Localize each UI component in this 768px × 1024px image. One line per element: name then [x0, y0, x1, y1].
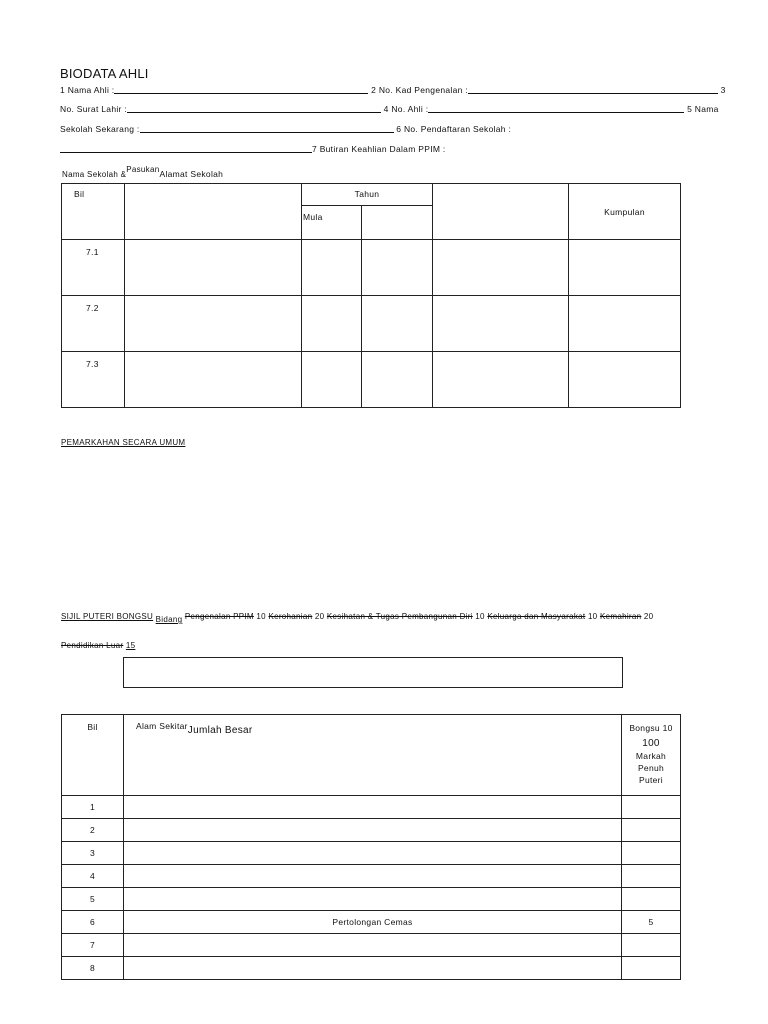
mark-kerohanian: 20	[314, 612, 325, 621]
nama-ahli-blank	[114, 85, 368, 94]
cell-empty	[125, 240, 302, 296]
item-pengenalan: Pengenalan PPIM	[184, 612, 254, 621]
cell-empty	[302, 296, 362, 352]
row-mark	[622, 842, 681, 865]
row-bil: 7.2	[62, 296, 125, 352]
mark-pengenalan: 10	[256, 612, 266, 621]
field-6-blank	[60, 144, 312, 153]
pasukan-label: Pasukan	[126, 165, 160, 174]
col-tahun-header: Tahun	[302, 184, 433, 206]
biodata-line-1	[60, 85, 726, 95]
alam-sekitar-label: Alam Sekitar	[136, 721, 188, 731]
jumlah-besar-label: Jumlah Besar	[187, 725, 253, 736]
col-kumpulan-header: Kumpulan	[569, 184, 681, 240]
row-item: Pertolongan Cemas	[124, 911, 622, 934]
row-mark	[622, 796, 681, 819]
cell-empty	[433, 296, 569, 352]
cell-empty	[302, 352, 362, 408]
item-pendidikan-luar: Pendidikan Luar	[61, 641, 124, 650]
no-ahli-blank	[428, 104, 684, 113]
no-pendaftaran-label: 6 No. Pendaftaran Sekolah :	[396, 124, 512, 134]
col-nama-sekolah-header	[125, 184, 302, 240]
cell-empty	[569, 352, 681, 408]
row-bil: 5	[62, 888, 124, 911]
alamat-sekolah-label: Alamat Sekolah	[159, 169, 224, 179]
row-mark	[622, 888, 681, 911]
empty-box	[123, 657, 623, 688]
cell-empty	[362, 240, 433, 296]
row-bil: 8	[62, 957, 124, 980]
row-mark	[622, 865, 681, 888]
nama-sekolah-label: Nama Sekolah &	[62, 170, 127, 179]
sijil-line-2	[61, 641, 135, 650]
table1-above-labels	[62, 165, 223, 179]
kad-pengenalan-blank	[468, 85, 718, 94]
col-bil-header: Bil	[62, 715, 124, 796]
cell-empty	[569, 296, 681, 352]
cell-empty	[362, 296, 433, 352]
cell-empty	[125, 352, 302, 408]
mark-kemahiran: 20	[643, 612, 654, 621]
row-item	[124, 888, 622, 911]
puteri-label: Puteri	[638, 775, 663, 785]
cell-empty	[433, 352, 569, 408]
total-100-label: 100	[642, 738, 660, 749]
row-mark	[622, 819, 681, 842]
surat-lahir-label: No. Surat Lahir :	[60, 104, 127, 114]
keahlian-table	[61, 183, 681, 408]
row-bil: 7.1	[62, 240, 125, 296]
row-item	[124, 819, 622, 842]
mark-keluarga: 10	[587, 612, 598, 621]
biodata-line-4	[60, 144, 446, 154]
col-tamat-header	[362, 206, 433, 240]
nama-ahli-label: 1 Nama Ahli :	[60, 85, 115, 95]
sijil-heading: SIJIL PUTERI BONGSU	[61, 612, 154, 621]
row-item	[124, 865, 622, 888]
cell-empty	[433, 240, 569, 296]
field-3-label: 3	[720, 85, 726, 95]
row-bil: 4	[62, 865, 124, 888]
item-kemahiran: Kemahiran	[599, 612, 642, 621]
row-bil: 6	[62, 911, 124, 934]
cell-empty	[569, 240, 681, 296]
row-item	[124, 796, 622, 819]
row-item	[124, 957, 622, 980]
page-title: BIODATA AHLI	[60, 66, 149, 81]
bongsu-label: Bongsu 10	[629, 723, 673, 733]
row-bil: 7.3	[62, 352, 125, 408]
bidang-label: Bidang	[155, 615, 183, 624]
item-kerohanian: Kerohanian	[268, 612, 313, 621]
penuh-label: Penuh	[637, 763, 665, 773]
sijil-line	[61, 612, 653, 624]
butiran-keahlian-label: 7 Butiran Keahlian Dalam PPIM :	[312, 144, 446, 154]
no-ahli-label: 4 No. Ahli :	[383, 104, 429, 114]
field-5-label: 5 Nama	[687, 104, 719, 114]
cell-empty	[302, 240, 362, 296]
col-mula-header: Mula	[302, 206, 362, 240]
row-bil: 3	[62, 842, 124, 865]
row-mark: 5	[622, 911, 681, 934]
col-bil-header: Bil	[62, 184, 125, 240]
row-bil: 1	[62, 796, 124, 819]
item-keluarga: Keluarga dan Masyarakat	[487, 612, 586, 621]
cell-empty	[362, 352, 433, 408]
markah-label: Markah	[635, 751, 667, 761]
row-mark	[622, 934, 681, 957]
row-bil: 7	[62, 934, 124, 957]
row-bil: 2	[62, 819, 124, 842]
row-item	[124, 842, 622, 865]
surat-lahir-blank	[127, 104, 381, 113]
col-item-header	[124, 715, 622, 796]
markah-table	[61, 714, 681, 980]
row-mark	[622, 957, 681, 980]
sekolah-sekarang-label: Sekolah Sekarang :	[60, 124, 140, 134]
sekolah-sekarang-blank	[140, 124, 394, 133]
biodata-line-2	[60, 104, 719, 114]
item-kesihatan: Kesihatan & Tugas Pembangunan Diri	[326, 612, 473, 621]
col-alamat-header	[433, 184, 569, 240]
pemarkahan-heading: PEMARKAHAN SECARA UMUM	[61, 438, 186, 447]
mark-pendidikan-luar: 15	[125, 641, 136, 650]
kad-pengenalan-label: 2 No. Kad Pengenalan :	[371, 85, 468, 95]
mark-kesihatan: 10	[475, 612, 485, 621]
biodata-line-3	[60, 124, 511, 134]
cell-empty	[125, 296, 302, 352]
col-mark-header	[622, 715, 681, 796]
row-item	[124, 934, 622, 957]
